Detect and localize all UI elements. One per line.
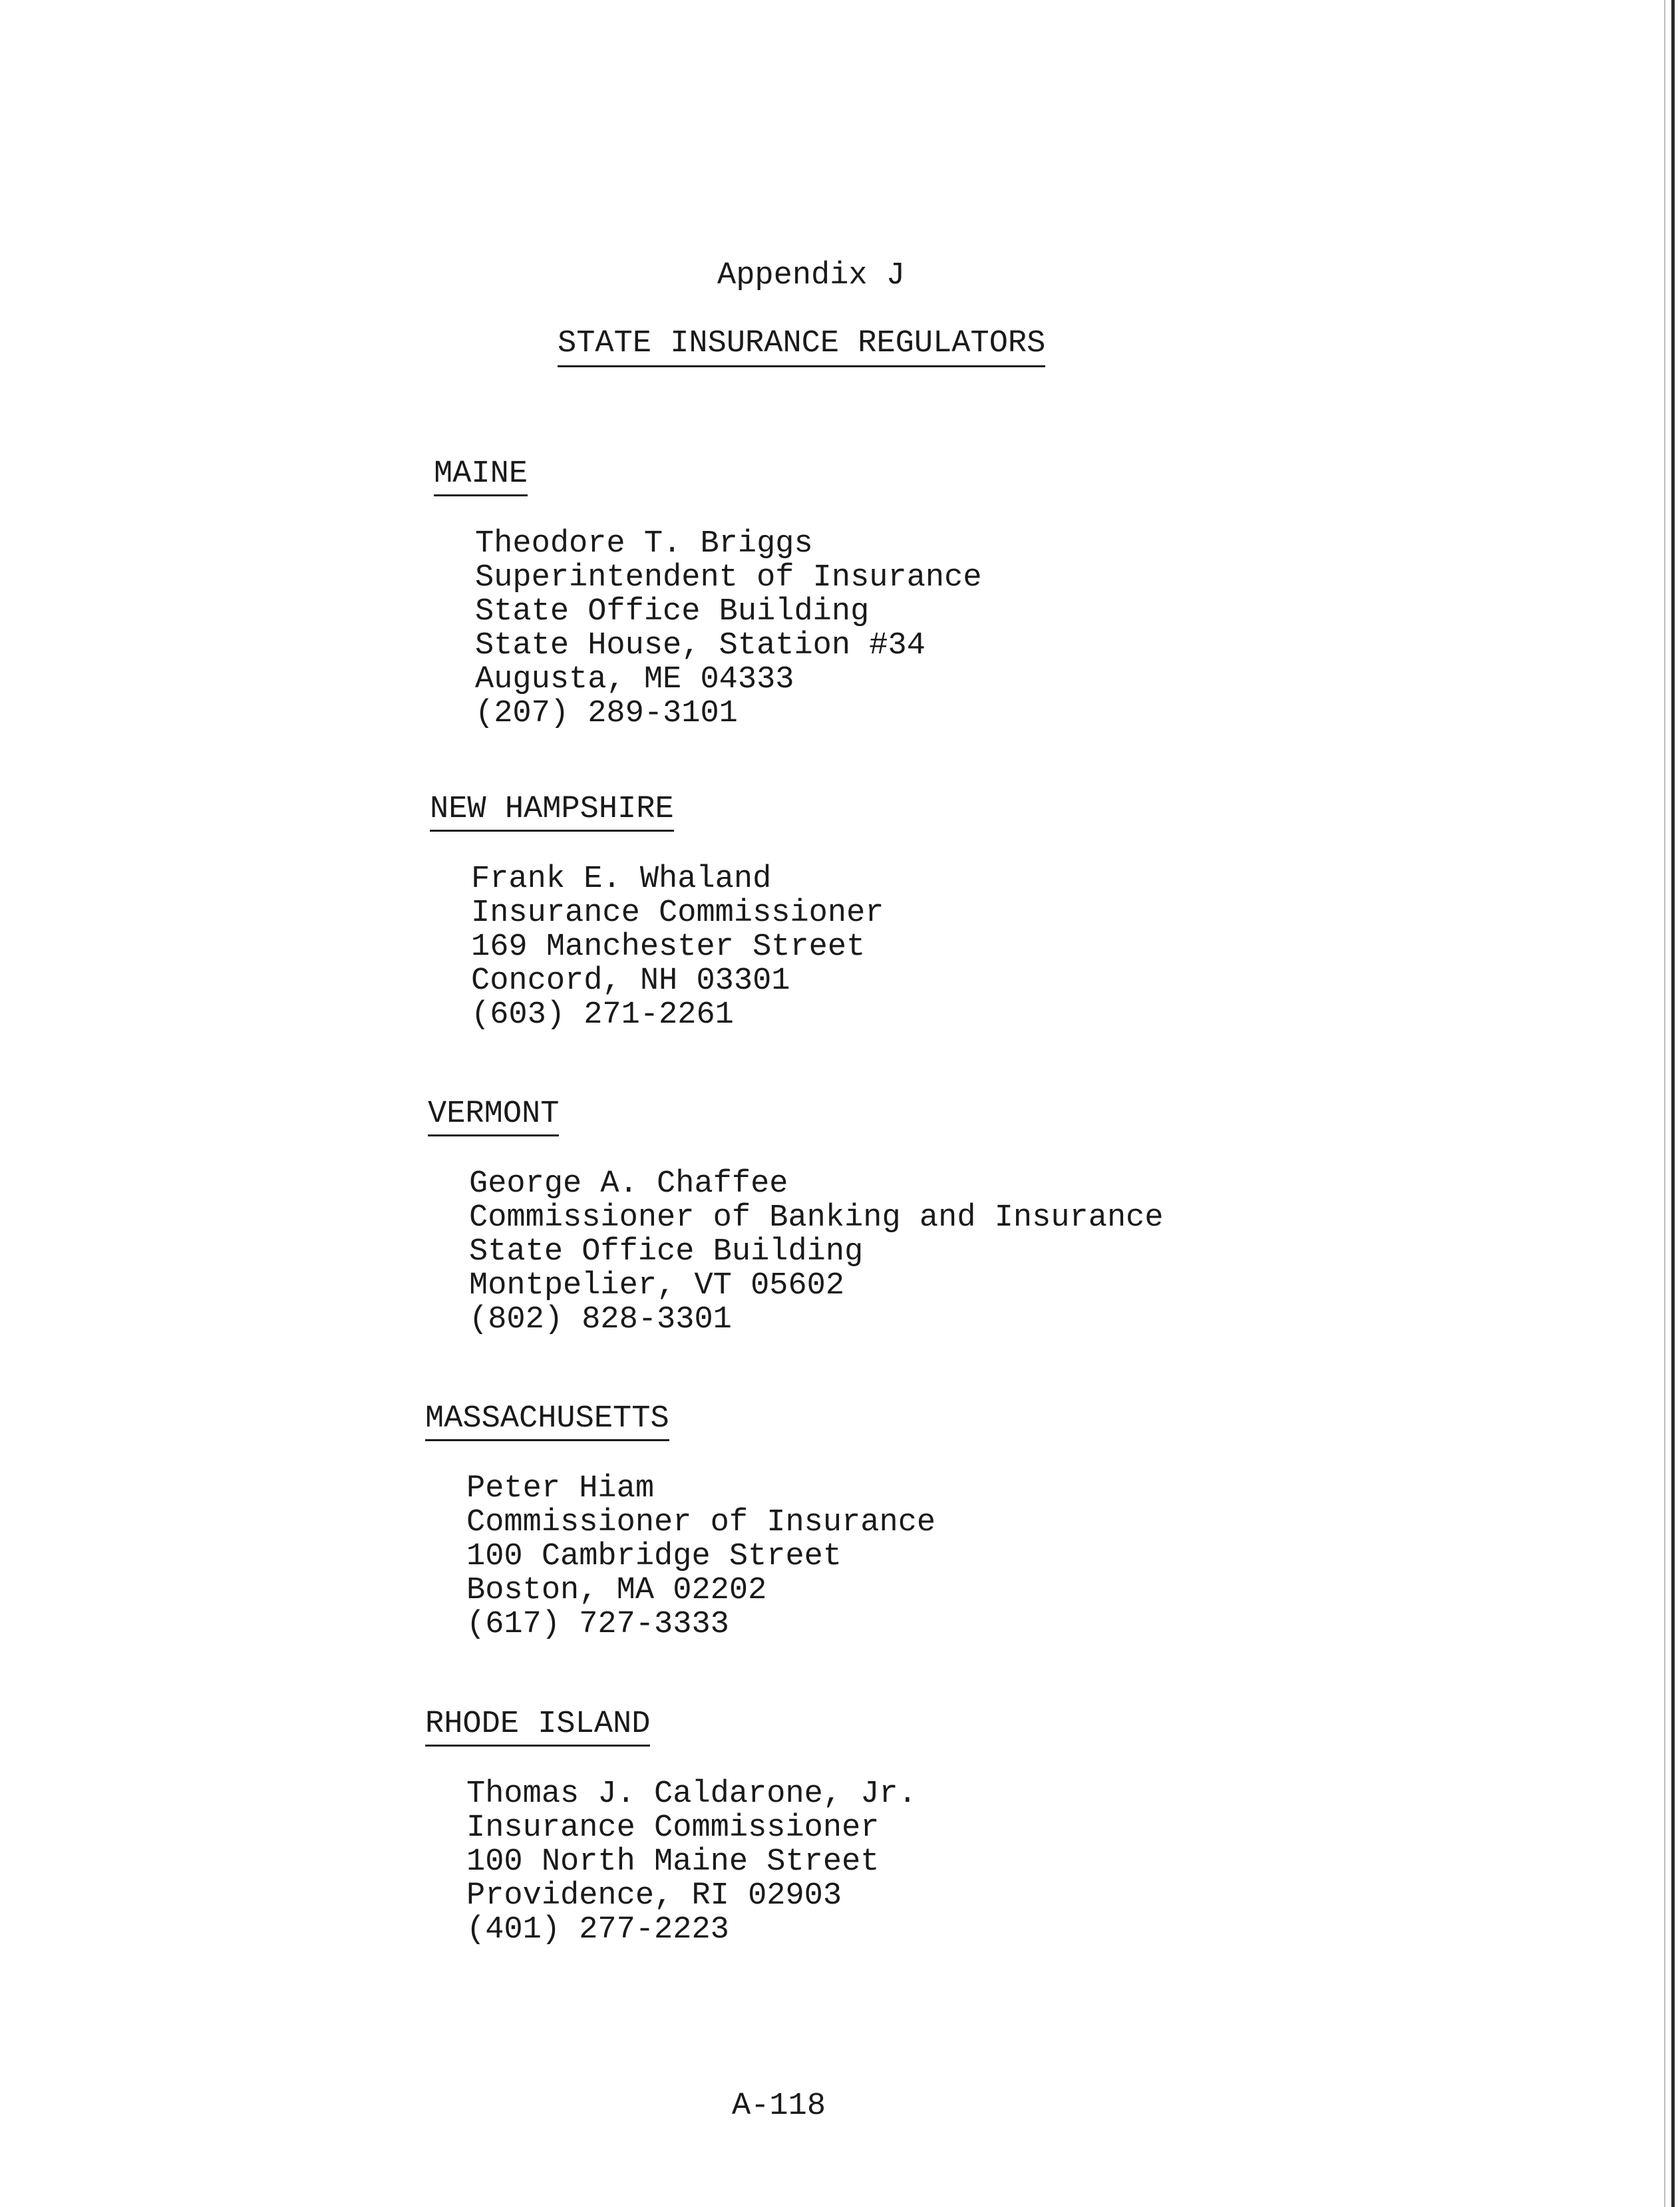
state-section-rhode-island bbox=[425, 1706, 1357, 1947]
state-heading: VERMONT bbox=[428, 1096, 559, 1136]
phone-number: (603) 271-2261 bbox=[471, 997, 734, 1033]
city-state-zip: Providence, RI 02903 bbox=[466, 1878, 842, 1914]
regulator-name: Thomas J. Caldarone, Jr. bbox=[466, 1777, 917, 1812]
regulator-name: Peter Hiam bbox=[466, 1471, 655, 1506]
regulator-position: Commissioner of Banking and Insurance bbox=[469, 1200, 1164, 1236]
phone-number: (617) 727-3333 bbox=[466, 1607, 729, 1642]
address-line: 100 Cambridge Street bbox=[466, 1539, 842, 1574]
state-section-vermont bbox=[428, 1096, 1359, 1337]
address-line: State House, Station #34 bbox=[475, 628, 925, 663]
regulator-entry bbox=[475, 527, 1365, 731]
state-heading: MASSACHUSETTS bbox=[425, 1401, 669, 1441]
regulator-position: Insurance Commissioner bbox=[471, 896, 884, 931]
regulator-position: Insurance Commissioner bbox=[466, 1810, 880, 1846]
regulator-entry bbox=[469, 1167, 1359, 1337]
scan-page-edge bbox=[1671, 0, 1675, 2207]
state-section-massachusetts bbox=[425, 1401, 1357, 1641]
page-number: A-118 bbox=[732, 2089, 826, 2124]
regulator-name: Theodore T. Briggs bbox=[475, 526, 813, 562]
regulator-name: George A. Chaffee bbox=[469, 1166, 788, 1202]
state-heading: MAINE bbox=[434, 456, 528, 496]
regulator-entry bbox=[471, 862, 1361, 1032]
address-line: State Office Building bbox=[469, 1234, 864, 1270]
state-heading: NEW HAMPSHIRE bbox=[430, 791, 674, 832]
regulator-entry bbox=[466, 1777, 1357, 1947]
phone-number: (207) 289-3101 bbox=[475, 696, 738, 731]
city-state-zip: Boston, MA 02202 bbox=[466, 1573, 767, 1608]
state-heading: RHODE ISLAND bbox=[425, 1706, 650, 1747]
city-state-zip: Augusta, ME 04333 bbox=[475, 662, 794, 697]
regulator-position: Superintendent of Insurance bbox=[475, 560, 982, 595]
regulator-entry bbox=[466, 1472, 1357, 1641]
regulator-position: Commissioner of Insurance bbox=[466, 1505, 936, 1540]
address-line: State Office Building bbox=[475, 594, 870, 629]
document-title: STATE INSURANCE REGULATORS bbox=[558, 324, 1045, 367]
address-line: 100 North Maine Street bbox=[466, 1844, 880, 1880]
appendix-label: Appendix J bbox=[717, 258, 906, 293]
phone-number: (802) 828-3301 bbox=[469, 1302, 732, 1337]
address-line: 169 Manchester Street bbox=[471, 930, 866, 965]
scan-page-edge-shadow bbox=[1664, 0, 1665, 2207]
city-state-zip: Concord, NH 03301 bbox=[471, 963, 790, 999]
phone-number: (401) 277-2223 bbox=[466, 1912, 729, 1948]
state-section-new-hampshire bbox=[430, 791, 1361, 1032]
state-section-maine bbox=[434, 456, 1365, 731]
regulator-name: Frank E. Whaland bbox=[471, 862, 772, 897]
city-state-zip: Montpelier, VT 05602 bbox=[469, 1268, 845, 1303]
